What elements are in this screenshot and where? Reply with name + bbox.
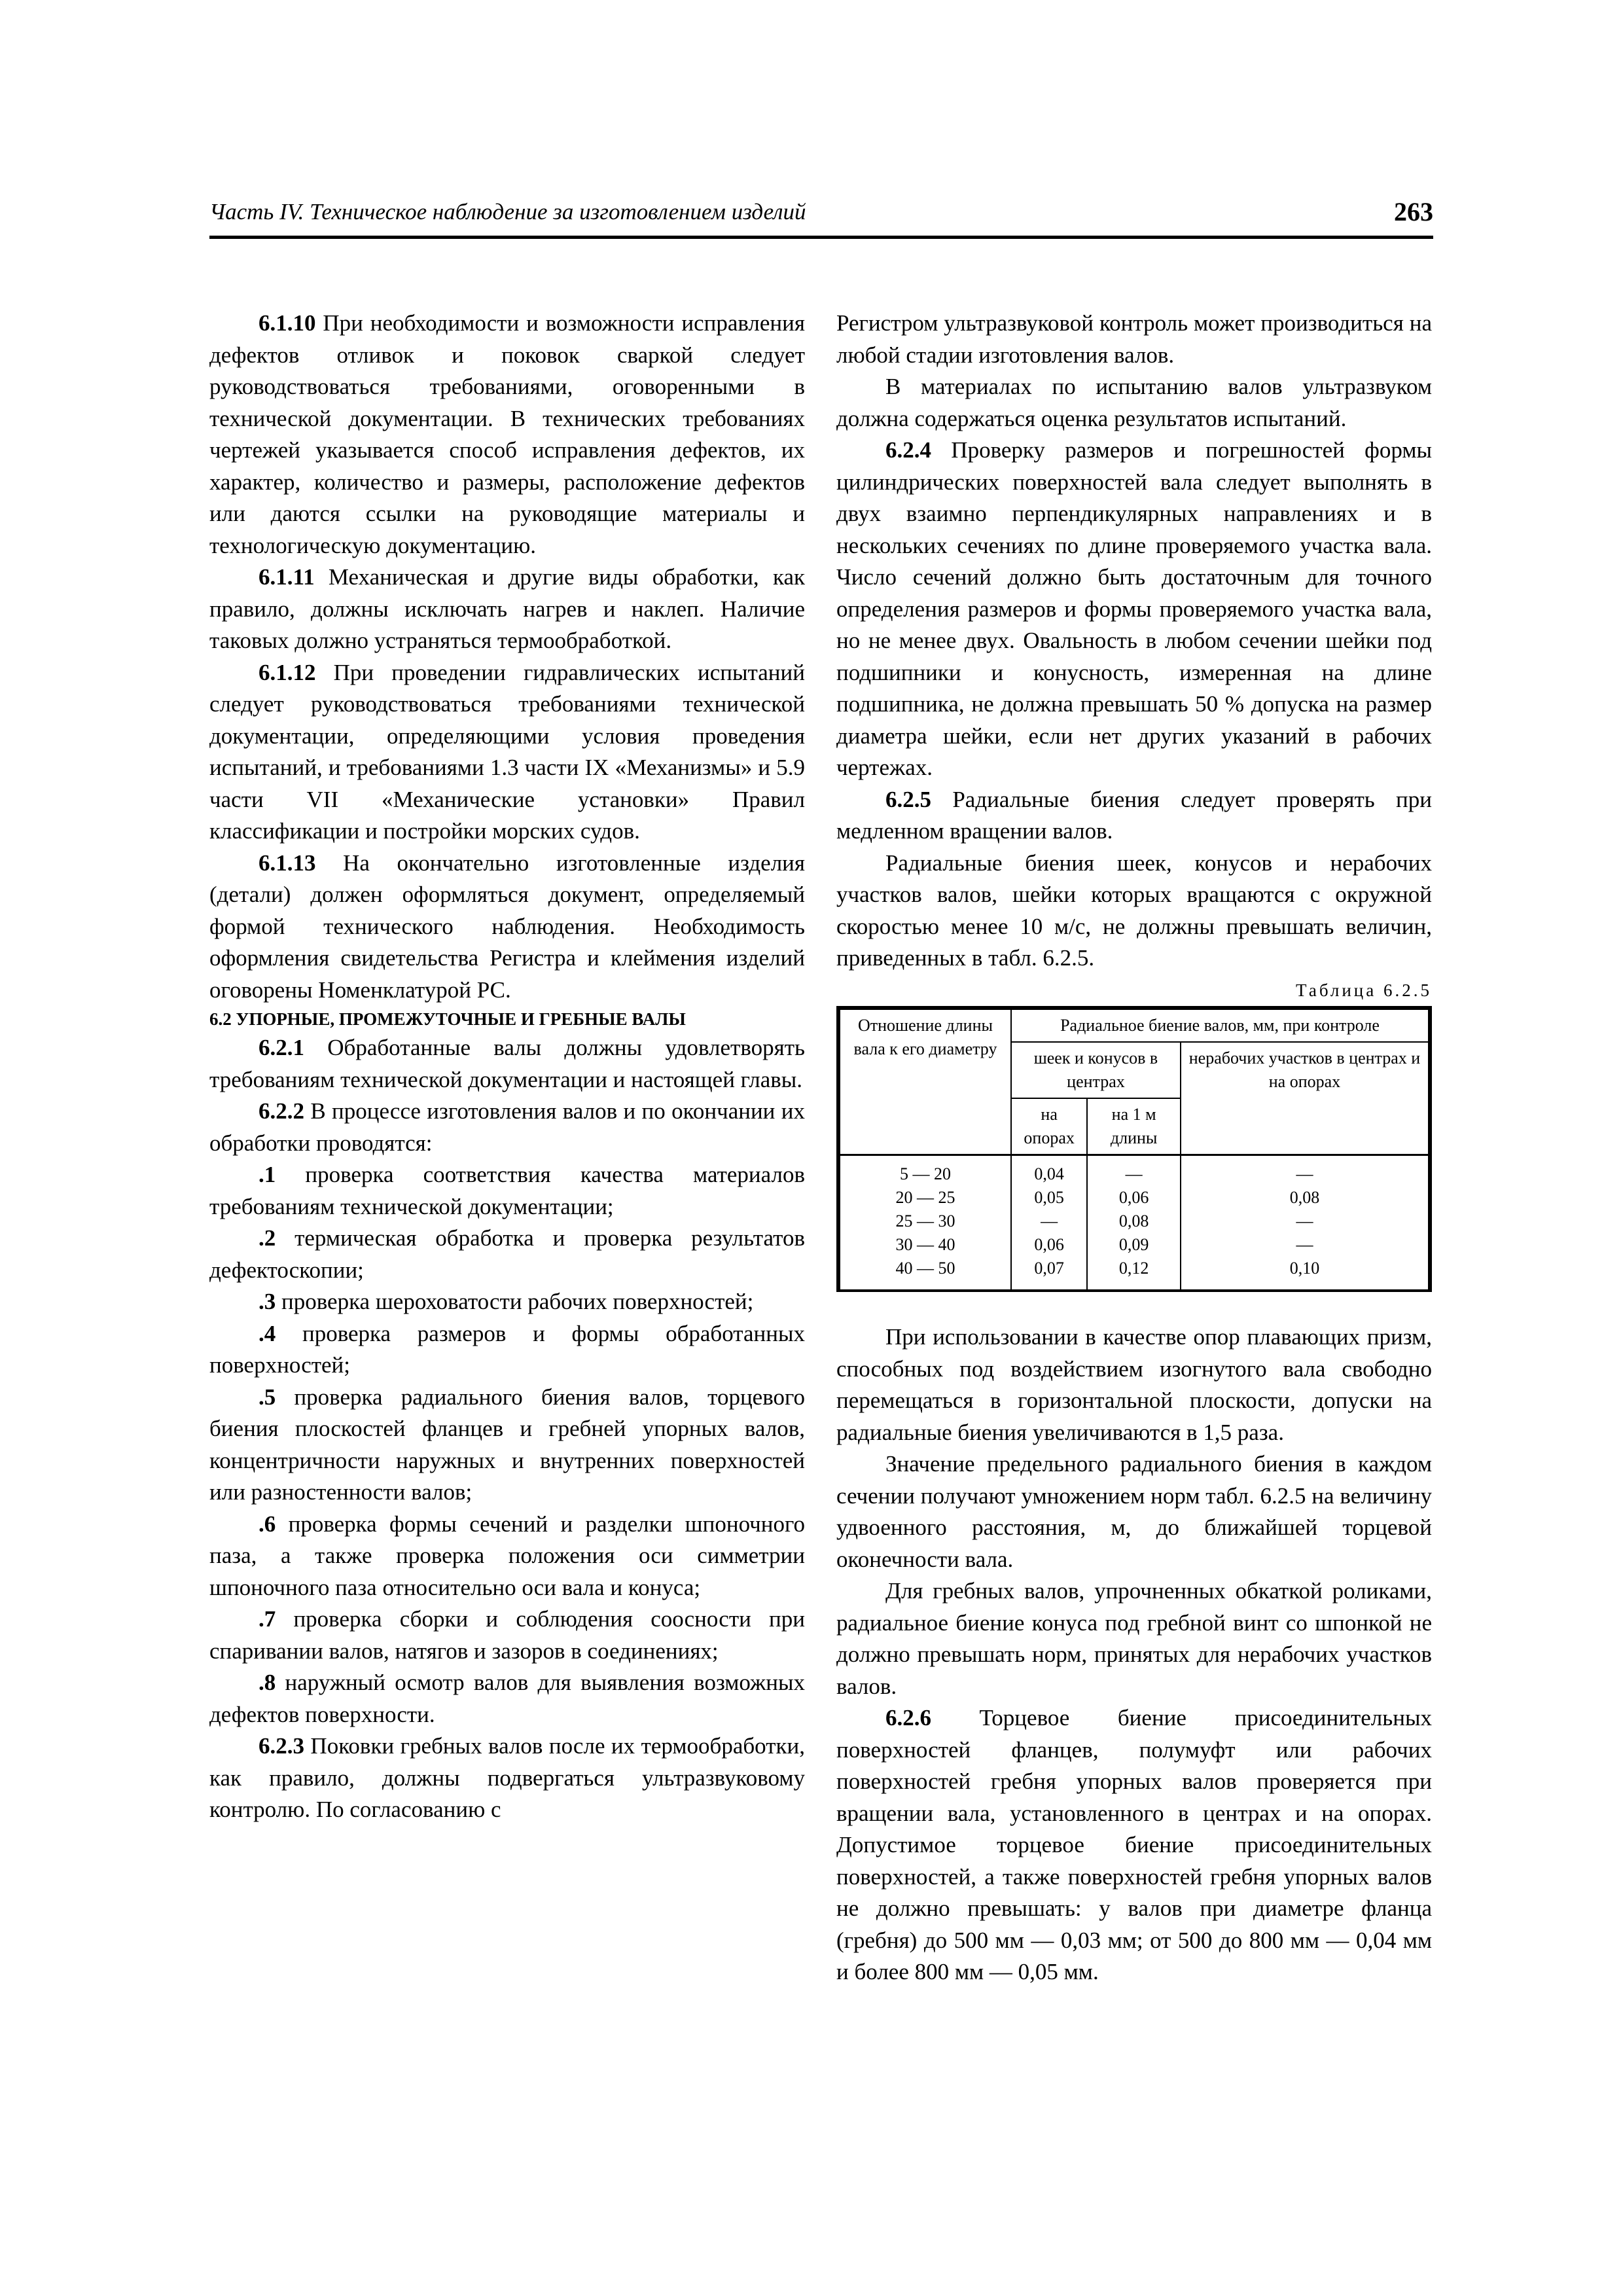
clause-text: Обработанные валы должны удовлетворять требованиям технической документации и настоящей главы. xyxy=(209,1035,805,1092)
item-text: термическая обработка и проверка результатов дефектоскопии; xyxy=(209,1225,805,1283)
item-text: проверка шероховатости рабочих поверхностей; xyxy=(276,1289,754,1314)
item-number: .8 xyxy=(259,1670,276,1695)
list-item xyxy=(209,1159,805,1223)
clause-number: 6.2.5 xyxy=(885,786,931,812)
page-header xyxy=(209,196,1433,239)
item-text: проверка формы сечений и разделки шпоночного паза, а также проверка положения оси симметрии шпоночного паза относительно оси вала и конуса; xyxy=(209,1511,805,1600)
clause-text: В процессе изготовления валов и по окончании их обработки проводятся: xyxy=(209,1098,805,1156)
page-number: 263 xyxy=(1394,197,1433,226)
clause-number: 6.2.4 xyxy=(885,437,931,463)
clause-text: Радиальные биения следует проверять при медленном вращении валов. xyxy=(836,786,1432,844)
clause-number: 6.1.13 xyxy=(259,850,316,876)
item-number: .3 xyxy=(259,1289,276,1314)
list-item xyxy=(209,1286,805,1318)
item-text: проверка сборки и соблюдения соосности при спаривании валов, натягов и зазоров в соединениях; xyxy=(209,1606,805,1664)
header-ratio: Отношение длины вала к его диаметру xyxy=(840,1009,1011,1155)
clause-text: При необходимости и возможности исправления дефектов отливок и поковок сваркой следует руководствоваться требованиями, оговоренными в технической документации. В технических требованиях чертежей указывается способ исправления дефектов, их характер, количество и размеры, расположение дефектов или даются ссылки на руководящие материалы и технологическую документацию. xyxy=(209,310,805,558)
list-item xyxy=(209,1667,805,1731)
clause-text: Проверку размеров и погрешностей формы цилиндрических поверхностей вала следует выполнять в двух взаимно перпендикулярных направлениях и в нескольких сечениях по длине проверяемого участка вала. Число сечений должно быть достаточным для точного определения размеров и формы проверяемого участка вала, но не менее двух. Овальность в любом сечении шейки под подшипники и конусность, измеренная на длине подшипника, не должна превышать 50 % допуска на размер диаметра шейки, если нет других указаний в рабочих чертежах. xyxy=(836,437,1432,780)
header-per-meter: на 1 м длины xyxy=(1087,1098,1181,1155)
column-supports-values: 0,04 0,05 — 0,06 0,07 xyxy=(1011,1155,1087,1290)
item-text: проверка соответствия качества материалов требованиям технической документации; xyxy=(209,1162,805,1219)
item-number: .4 xyxy=(259,1320,276,1346)
clause-number: 6.1.12 xyxy=(259,659,316,685)
item-number: .2 xyxy=(259,1225,276,1251)
paragraph-6-1-13 xyxy=(209,848,805,1007)
table-caption: Таблица 6.2.5 xyxy=(1296,980,1432,1000)
clause-number: 6.1.11 xyxy=(259,564,315,590)
table-6-2-5 xyxy=(836,1006,1432,1292)
item-number: .5 xyxy=(259,1384,276,1410)
item-text: проверка радиального биения валов, торцевого биения плоскостей фланцев и гребней упорных валов, концентричности наружных и внутренних поверхностей или разностенности валов; xyxy=(209,1384,805,1505)
clause-text: Поковки гребных валов после их термообработки, как правило, должны подвергаться ультразвуковому контролю. По согласованию с xyxy=(209,1733,805,1822)
clause-number: 6.2.6 xyxy=(885,1705,931,1731)
paragraph-6-2-5 xyxy=(836,784,1432,848)
clause-text: На окончательно изготовленные изделия (детали) должен оформляться документ, определяемый формой технического наблюдения. Необходимость оформления свидетельства Регистра и клеймения изделий оговорены Номенклатурой РС. xyxy=(209,850,805,1003)
list-item xyxy=(209,1382,805,1509)
clause-number: 6.2.1 xyxy=(259,1035,304,1060)
item-number: .6 xyxy=(259,1511,276,1537)
column-nonworking-values: — 0,08 — — 0,10 xyxy=(1181,1155,1429,1290)
list-item xyxy=(209,1223,805,1286)
list-item xyxy=(209,1509,805,1604)
paragraph-radial: Радиальные биения шеек, конусов и нерабочих участков валов, шейки которых вращаются с окружной скоростью менее 10 м/с, не должны превышать величин, приведенных в табл. 6.2.5. xyxy=(836,850,1432,971)
header-necks-cones: шеек и конусов в центрах xyxy=(1011,1042,1181,1098)
column-per-meter-values: — 0,06 0,08 0,09 0,12 xyxy=(1087,1155,1181,1290)
paragraph-prisms: При использовании в качестве опор плавающих призм, способных под воздействием изогнутого вала свободно перемещаться в горизонтальной плоскости, допуски на радиальные биения увеличиваются в 1,5 раза. xyxy=(836,1324,1432,1445)
header-on-supports: на опорах xyxy=(1011,1098,1087,1155)
right-column xyxy=(836,308,1432,1988)
item-number: .1 xyxy=(259,1162,276,1187)
header-radial-runout: Радиальное биение валов, мм, при контроле xyxy=(1011,1009,1429,1042)
item-number: .7 xyxy=(259,1606,276,1632)
paragraph-6-1-10 xyxy=(209,308,805,562)
left-column xyxy=(209,308,805,1826)
paragraph-6-2-4 xyxy=(836,435,1432,784)
section-heading: 6.2 УПОРНЫЕ, ПРОМЕЖУТОЧНЫЕ И ГРЕБНЫЕ ВАЛЫ xyxy=(209,1009,686,1029)
item-text: наружный осмотр валов для выявления возможных дефектов поверхности. xyxy=(209,1670,805,1727)
paragraph-limit: Значение предельного радиального биения в каждом сечении получают умножением норм табл. 6.2.5 на величину удвоенного расстояния, м, до ближайшей торцевой оконечности вала. xyxy=(836,1451,1432,1572)
paragraph-6-2-3 xyxy=(209,1731,805,1826)
list-item xyxy=(209,1604,805,1667)
paragraph-6-1-11 xyxy=(209,562,805,657)
column-ratio-values: 5 — 20 20 — 25 25 — 30 30 — 40 40 — 50 xyxy=(840,1155,1011,1290)
paragraph-6-1-12 xyxy=(209,657,805,848)
item-text: проверка размеров и формы обработанных поверхностей; xyxy=(209,1320,805,1378)
paragraph-rollers: Для гребных валов, упрочненных обкаткой роликами, радиальное биение конуса под гребной винт со шпонкой не должно превышать норм, принятых для нерабочих участков валов. xyxy=(836,1578,1432,1699)
clause-text: Механическая и другие виды обработки, как правило, должны исключать нагрев и наклеп. Наличие таковых должно устраняться термообработкой. xyxy=(209,564,805,653)
paragraph-materials: В материалах по испытанию валов ультразвуком должна содержаться оценка результатов испытаний. xyxy=(836,374,1432,431)
paragraph-6-2-2 xyxy=(209,1096,805,1159)
clause-text: При проведении гидравлических испытаний следует руководствоваться требованиями технической документации, определяющими условия проведения испытаний, и требованиями 1.3 части IX «Механизмы» и 5.9 части VII «Механические установки» Правил классификации и постройки морских судов. xyxy=(209,659,805,844)
header-nonworking: нерабочих участков в центрах и на опорах xyxy=(1181,1042,1429,1155)
clause-number: 6.2.2 xyxy=(259,1098,304,1124)
list-item xyxy=(209,1318,805,1382)
running-title: Часть IV. Техническое наблюдение за изготовлением изделий xyxy=(209,199,806,224)
clause-number: 6.2.3 xyxy=(259,1733,304,1759)
clause-text: Торцевое биение присоединительных поверхностей фланцев, полумуфт или рабочих поверхностей гребня упорных валов проверяется при вращении вала, установленного в центрах и на опорах. Допустимое торцевое биение присоединительных поверхностей, а также поверхностей гребня упорных валов не должно превышать: у валов при диаметре фланца (гребня) до 500 мм — 0,03 мм; от 500 до 800 мм — 0,04 мм и более 800 мм — 0,05 мм. xyxy=(836,1705,1432,1984)
paragraph-6-2-1 xyxy=(209,1032,805,1096)
paragraph-6-2-6 xyxy=(836,1702,1432,1988)
paragraph-continuation: Регистром ультразвуковой контроль может производиться на любой стадии изготовления валов. xyxy=(836,310,1432,368)
clause-number: 6.1.10 xyxy=(259,310,316,336)
